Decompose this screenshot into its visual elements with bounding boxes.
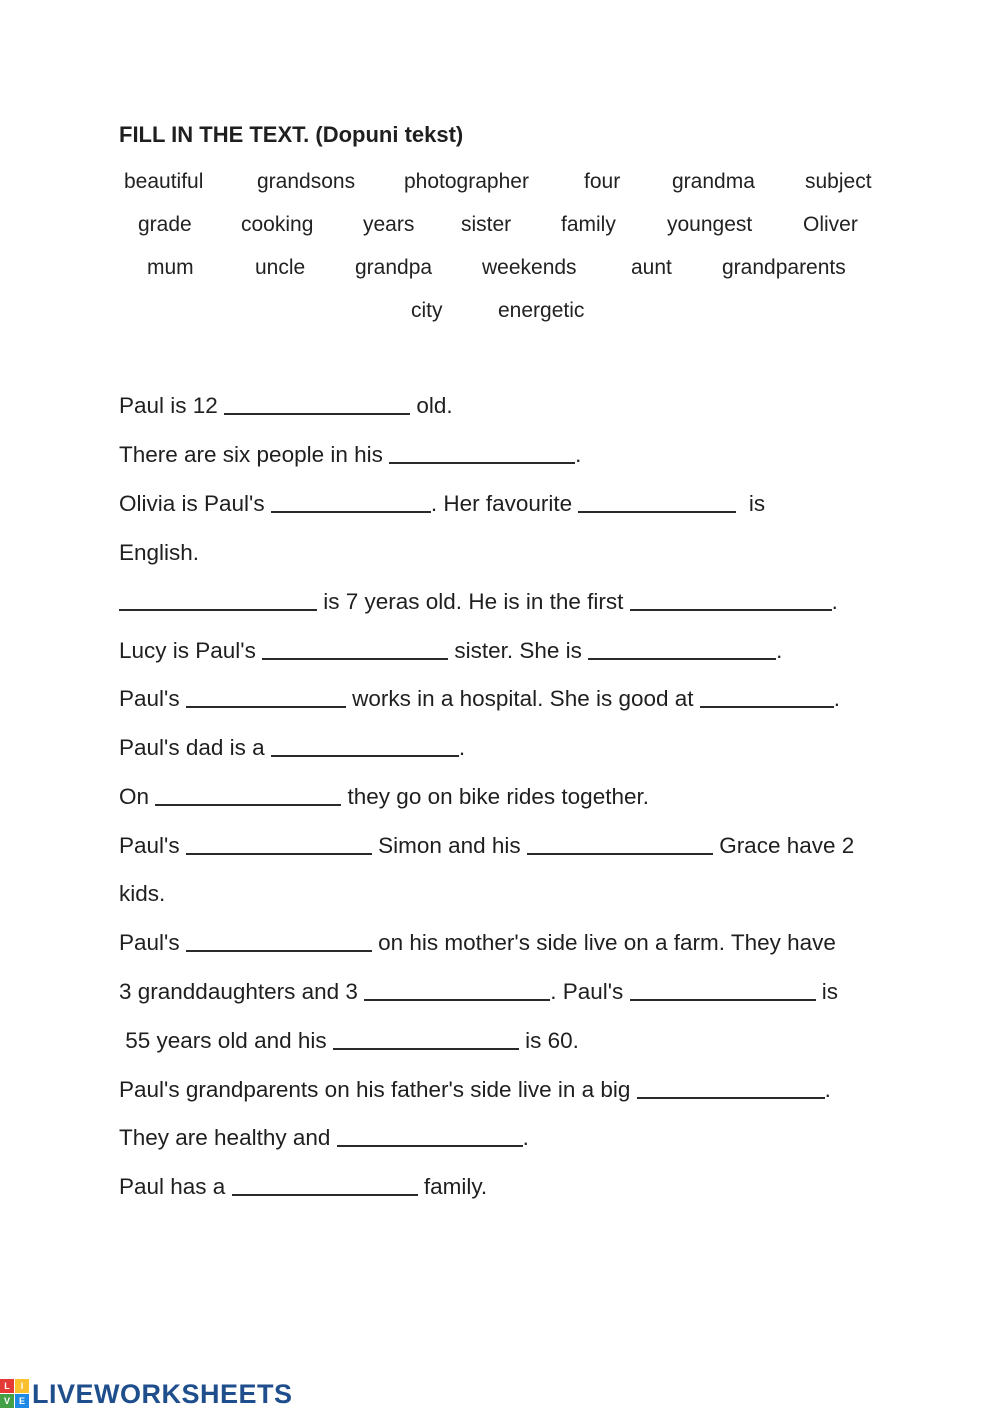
answer-blank[interactable] [232,1174,418,1194]
word-bank-item: aunt [631,256,672,279]
sentence-text: Paul's grandparents on his father's side live in a big [119,1077,637,1102]
word-bank-item: beautiful [124,170,204,193]
word-bank-item: energetic [498,299,585,322]
logo-badge-letter: I [15,1379,29,1393]
sentence-text: is 60. [518,1028,579,1053]
sentence-text: They are healthy and [119,1125,337,1150]
sentence-line [119,538,199,568]
word-bank-item: years [363,213,415,236]
logo-text: LIVEWORKSHEETS [32,1378,293,1409]
answer-blank[interactable] [224,393,410,413]
logo-badge-icon [0,1379,30,1409]
sentence-text: old. [410,393,453,418]
answer-blank[interactable] [588,638,776,658]
word-bank-item: grandma [672,170,755,193]
sentence-text: Olivia is Paul's [119,491,271,516]
sentence-line [119,440,581,470]
sentence-text: Paul has a [119,1174,232,1199]
word-bank-item: grade [138,213,192,236]
answer-blank[interactable] [119,589,317,609]
liveworksheets-logo[interactable] [0,1378,293,1410]
sentence-text: is [736,491,766,516]
answer-blank[interactable] [333,1028,519,1048]
sentence-text: Grace have 2 [712,833,855,858]
sentence-text: kids. [119,881,166,906]
sentence-text: Lucy is Paul's [119,638,263,663]
word-bank-item: grandparents [722,256,846,279]
sentence-text: . [824,1077,831,1102]
sentence-text: family. [417,1174,488,1199]
sentence-line [119,1026,579,1056]
logo-badge-letter: E [15,1394,29,1408]
sentence-line [119,831,854,861]
sentence-text: 3 granddaughters and 3 [119,979,365,1004]
word-bank-item: cooking [241,213,314,236]
sentence-line [119,1123,529,1153]
sentence-text: Paul's [119,686,186,711]
sentence-text: Paul's [119,833,186,858]
sentence-text: . [831,589,838,614]
sentence-text: they go on bike rides together. [341,784,649,809]
logo-badge-letter: V [0,1394,14,1408]
logo-badge-letter: L [0,1379,14,1393]
sentence-line [119,636,782,666]
answer-blank[interactable] [637,1077,825,1097]
answer-blank[interactable] [337,1125,523,1145]
sentence-text: works in a hospital. She is good at [345,686,700,711]
answer-blank[interactable] [630,979,816,999]
answer-blank[interactable] [186,930,372,950]
sentence-text: Paul is 12 [119,393,225,418]
sentence-text: . [522,1125,529,1150]
sentence-text: There are six people in his [119,442,390,467]
sentence-text: . [833,686,841,711]
sentence-text: on his mother's side live on a farm. They have [371,930,836,955]
sentence-text: . Paul's [550,979,630,1004]
sentence-text: Paul's [119,930,186,955]
word-bank-item: photographer [404,170,529,193]
word-bank-item: grandpa [355,256,433,279]
sentence-line [119,977,838,1007]
word-bank-item: uncle [255,256,306,279]
word-bank-row-1 [0,170,1000,200]
word-bank-row-4 [0,299,1000,329]
sentence-text: English. [119,540,200,565]
sentence-line [119,587,838,617]
sentence-text: sister. She is [448,638,589,663]
page-title: FILL IN THE TEXT. (Dopuni tekst) [119,122,464,147]
sentence-text: 55 years old and his [119,1028,333,1053]
sentence-text: . [776,638,783,663]
sentence-text: On [119,784,156,809]
answer-blank[interactable] [186,833,372,853]
word-bank-item: mum [147,256,194,279]
answer-blank[interactable] [578,491,736,511]
sentence-line [119,1172,487,1202]
answer-blank[interactable] [527,833,713,853]
answer-blank[interactable] [700,686,834,706]
sentence-line [119,782,649,812]
word-bank-item: sister [461,213,512,236]
word-bank-item: grandsons [257,170,356,193]
answer-blank[interactable] [389,442,575,462]
sentence-text: Simon and his [371,833,527,858]
word-bank-item: Oliver [803,213,858,236]
sentence-line [119,1075,831,1105]
sentence-text: . Her favourite [430,491,579,516]
word-bank-item: city [411,299,443,322]
answer-blank[interactable] [630,589,832,609]
sentence-line [119,391,453,421]
sentence-text: is [815,979,839,1004]
word-bank-item: weekends [482,256,577,279]
word-bank-row-2 [0,213,1000,243]
word-bank-item: four [584,170,621,193]
answer-blank[interactable] [271,735,459,755]
answer-blank[interactable] [155,784,341,804]
answer-blank[interactable] [186,686,346,706]
sentence-line [119,879,165,909]
answer-blank[interactable] [364,979,550,999]
word-bank-item: youngest [667,213,753,236]
answer-blank[interactable] [271,491,431,511]
sentence-text: . [458,735,466,760]
sentence-text: Paul's dad is a [119,735,271,760]
answer-blank[interactable] [262,638,448,658]
sentence-text: . [575,442,582,467]
sentence-line [119,489,765,519]
word-bank-item: subject [805,170,872,193]
word-bank-row-3 [0,256,1000,286]
sentence-text: is 7 yeras old. He is in the first [317,589,630,614]
word-bank-item: family [561,213,616,236]
sentence-line [119,928,836,958]
sentence-line [119,733,465,763]
sentence-line [119,684,840,714]
